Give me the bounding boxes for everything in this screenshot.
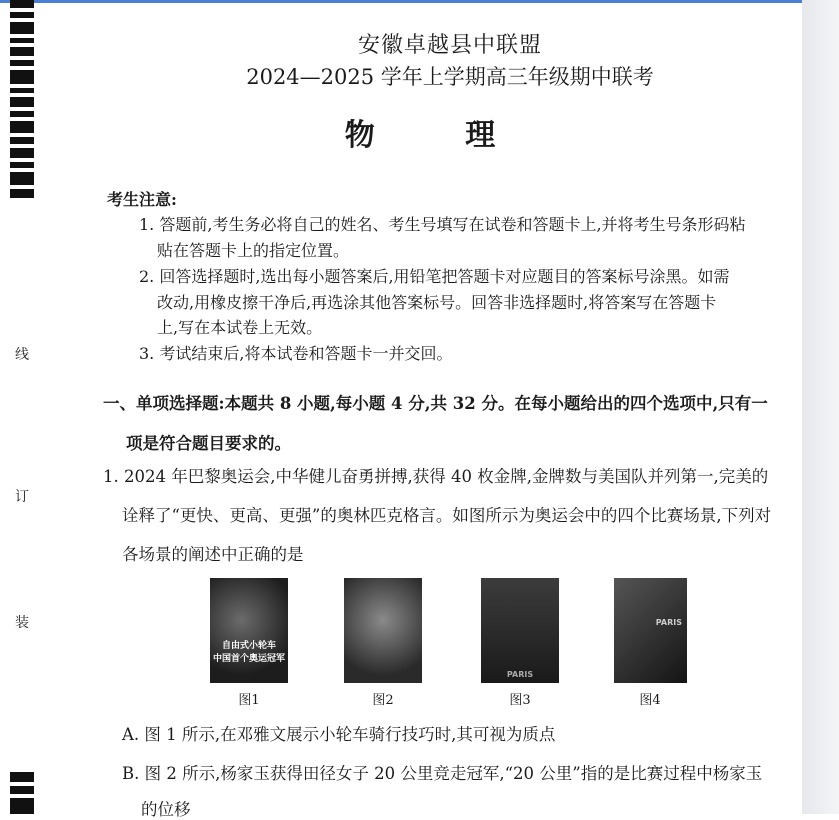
binding-bar bbox=[10, 0, 34, 8]
notice-line: 改动,用橡皮擦干净后,再选涂其他答案标号。回答非选择题时,将答案写在答题卡 bbox=[157, 293, 717, 312]
top-accent-line bbox=[0, 0, 839, 3]
figure-1-text: 自由式小轮车 中国首个奥运冠军 bbox=[212, 641, 285, 664]
figure-caption: 图4 bbox=[639, 693, 661, 708]
figure-3-image bbox=[481, 578, 559, 683]
notice-line: 2. 回答选择题时,选出每小题答案后,用铅笔把答题卡对应题目的答案标号涂黑。如需 bbox=[139, 267, 730, 286]
binding-bar bbox=[10, 12, 34, 18]
binding-bar bbox=[10, 162, 34, 168]
figure-4-image bbox=[614, 578, 687, 683]
figure-2-image bbox=[344, 578, 422, 683]
option-a: A. 图 1 所示,在邓雅文展示小轮车骑行技巧时,其可视为质点 bbox=[122, 725, 556, 744]
figure-4-text: PARIS bbox=[655, 618, 682, 627]
subject-title: 物 理 bbox=[344, 118, 536, 153]
binding-bar bbox=[10, 786, 34, 794]
exam-title: 2024—2025 学年上学期高三年级期中联考 bbox=[246, 65, 654, 89]
figure-caption: 图1 bbox=[238, 693, 260, 708]
figure-caption: 图3 bbox=[509, 693, 531, 708]
binding-mark-bind: 订 bbox=[15, 489, 29, 505]
notice-title: 考生注意: bbox=[107, 190, 177, 209]
binding-mark-line: 线 bbox=[15, 347, 29, 363]
option-b: B. 图 2 所示,杨家玉获得田径女子 20 公里竞走冠军,“20 公里”指的是比赛过程中杨家玉 bbox=[122, 764, 763, 783]
binding-bar bbox=[10, 189, 34, 198]
binding-bar bbox=[10, 798, 34, 814]
figure-1-image bbox=[210, 578, 288, 683]
binding-mark-staple: 装 bbox=[15, 615, 29, 631]
notice-line: 3. 考试结束后,将本试卷和答题卡一并交回。 bbox=[139, 344, 453, 363]
question-stem: 各场景的阐述中正确的是 bbox=[122, 545, 304, 564]
question-stem: 诠释了“更快、更高、更强”的奥林匹克格言。如图所示为奥运会中的四个比赛场景,下列对 bbox=[122, 506, 772, 525]
org-title: 安徽卓越县中联盟 bbox=[357, 33, 542, 58]
binding-bar bbox=[10, 172, 34, 185]
section-heading-cont: 项是符合题目要求的。 bbox=[126, 434, 291, 453]
binding-bar bbox=[10, 772, 34, 782]
figure-caption: 图2 bbox=[372, 693, 394, 708]
question-stem: 1. 2024 年巴黎奥运会,中华健儿奋勇拼搏,获得 40 枚金牌,金牌数与美国队并列第一,完美的 bbox=[103, 467, 769, 486]
option-b-cont: 的位移 bbox=[141, 800, 191, 819]
binding-bar bbox=[10, 97, 34, 107]
notice-line: 上,写在本试卷上无效。 bbox=[157, 318, 323, 337]
notice-line: 1. 答题前,考生务必将自己的姓名、考生号填写在试卷和答题卡上,并将考生号条形码粘 bbox=[139, 215, 746, 234]
figure-3-text: PARIS bbox=[506, 670, 534, 679]
notice-line: 贴在答题卡上的指定位置。 bbox=[157, 241, 350, 260]
section-heading: 一、单项选择题:本题共 8 小题,每小题 4 分,共 32 分。在每小题给出的四个选项中,只有一 bbox=[103, 394, 768, 413]
